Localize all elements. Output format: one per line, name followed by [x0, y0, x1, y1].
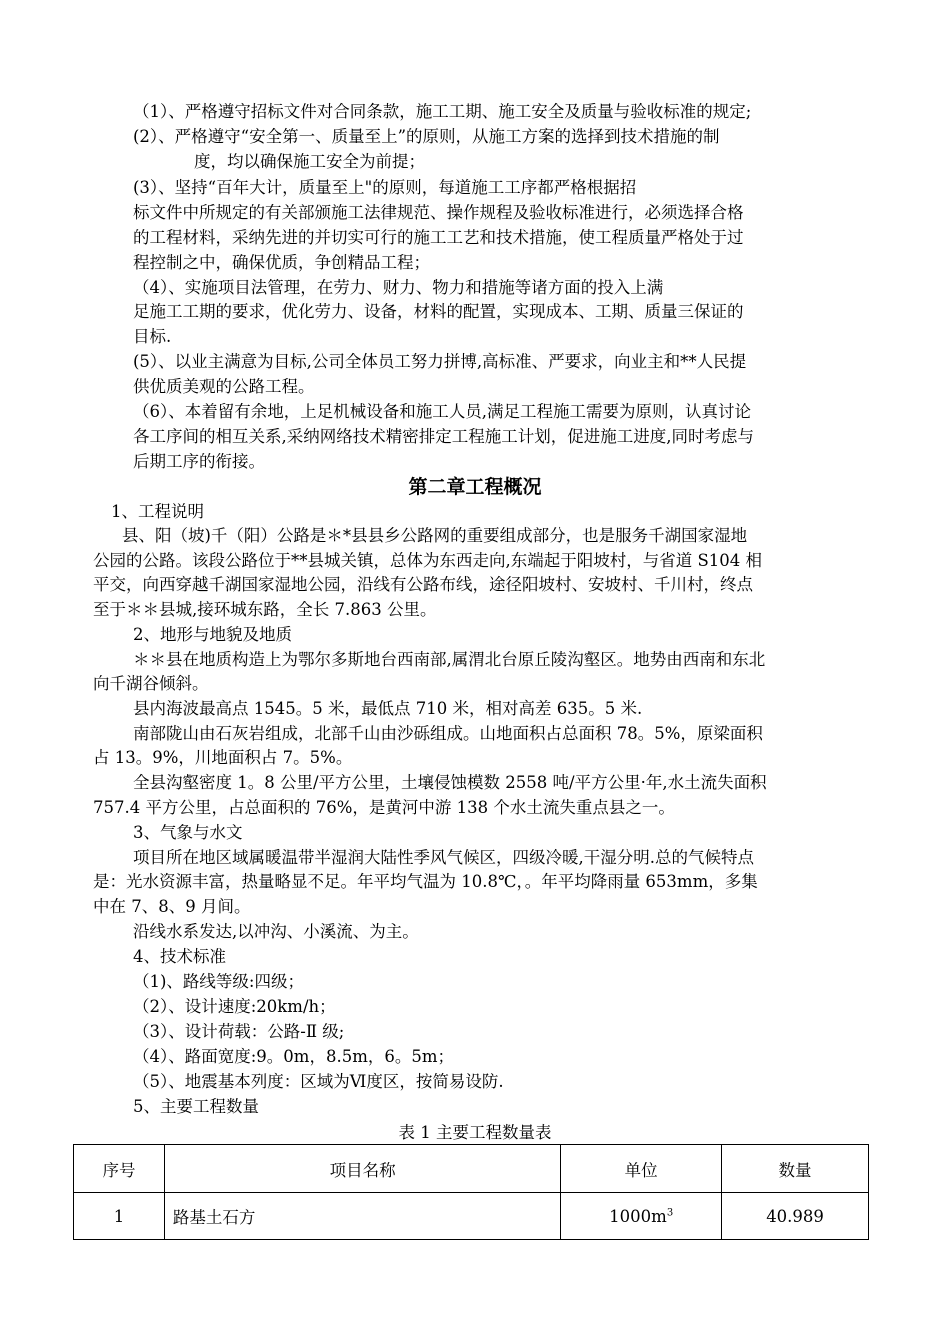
spec-line: （1)、路线等级:四级； — [133, 972, 304, 991]
principle-line: (3）、坚持“百年大计，质量至上"的原则，每道施工工序都严格根据招 — [133, 178, 637, 197]
cell-name: 路基土石方 — [164, 1193, 560, 1240]
header-cell-qty: 数量 — [722, 1145, 869, 1193]
body-line: ＊＊县在地质构造上为鄂尔多斯地台西南部,属渭北台原丘陵沟壑区。地势由西南和东北 — [133, 650, 766, 669]
body-line: 至于＊＊县城,接环城东路，全长 7.863 公里。 — [93, 600, 437, 619]
section-heading: 1、工程说明 — [111, 502, 204, 521]
body-line: 南部陇山由石灰岩组成，北部千山由沙砾组成。山地面积占总面积 78。5%，原梁面积 — [133, 724, 763, 743]
principle-line: 标文件中所规定的有关部颁施工法律规范、操作规程及验收标准进行，必须选择合格 — [133, 203, 744, 222]
section-heading: 3、气象与水文 — [133, 823, 243, 842]
section-heading: 2、地形与地貌及地质 — [133, 625, 292, 644]
body-line: 沿线水系发达,以冲沟、小溪流、为主。 — [133, 922, 419, 941]
principle-line: 供优质美观的公路工程。 — [133, 377, 315, 396]
principle-line: 程控制之中，确保优质，争创精品工程； — [133, 253, 430, 272]
spec-line: （4）、路面宽度:9。0m，8.5m，6。5m； — [133, 1047, 454, 1066]
body-line: 是：光水资源丰富，热量略显不足。年平均气温为 10.8℃，。年平均降雨量 653mm，多集 — [93, 872, 758, 891]
principle-line: 后期工序的衔接。 — [133, 452, 265, 471]
body-line: 全县沟壑密度 1。8 公里/平方公里，土壤侵蚀模数 2558 吨/平方公里·年,水土流失面积 — [133, 773, 767, 792]
unit-text: 1000m — [609, 1206, 667, 1226]
body-line: 向千湖谷倾斜。 — [93, 674, 209, 693]
body-line: 平交，向西穿越千湖国家湿地公园，沿线有公路布线，途径阳坡村、安坡村、千川村，终点 — [93, 575, 753, 594]
principle-line: (5）、以业主满意为目标,公司全体员工努力拼博,高标准、严要求，向业主和**人民提 — [133, 352, 747, 371]
header-cell-no: 序号 — [74, 1145, 165, 1193]
body-line: 项目所在地区域属暖温带半湿润大陆性季风气候区，四级冷暖,干湿分明.总的气候特点 — [133, 848, 754, 867]
body-line: 中在 7、8、9 月间。 — [93, 897, 251, 916]
cell-unit — [561, 1193, 722, 1240]
section-heading: 5、主要工程数量 — [133, 1097, 259, 1116]
spec-line: （3）、设计荷载：公路-Ⅱ 级; — [133, 1022, 345, 1041]
principle-line: 的工程材料，采纳先进的并切实可行的施工工艺和技术措施，使工程质量严格处于过 — [133, 228, 744, 247]
table-row — [74, 1193, 869, 1240]
table-caption: 表 1 主要工程数量表 — [398, 1123, 552, 1142]
spec-line: （5）、地震基本列度：区域为Ⅵ度区，按简易设防. — [133, 1072, 504, 1091]
principle-line: （1）、严格遵守招标文件对合同条款，施工工期、施工安全及质量与验收标准的规定; — [133, 102, 752, 121]
header-cell-unit: 单位 — [561, 1145, 722, 1193]
body-line: 县内海波最高点 1545。5 米，最低点 710 米，相对高差 635。5 米. — [133, 699, 643, 718]
section-heading: 4、技术标准 — [133, 947, 226, 966]
body-line: 县、阳（坡)千（阳）公路是＊*县县乡公路网的重要组成部分，也是服务千湖国家湿地 — [122, 526, 748, 545]
principle-line: 足施工工期的要求，优化劳力、设备，材料的配置，实现成本、工期、质量三保证的 — [133, 302, 744, 321]
body-line: 公园的公路。该段公路位于**县城关镇，总体为东西走向,东端起于阳坡村，与省道 S104 相 — [93, 551, 763, 570]
principle-line: （6）、本着留有余地，上足机械设备和施工人员,满足工程施工需要为原则，认真讨论 — [133, 402, 751, 421]
principle-line: (2）、严格遵守“安全第一、质量至上”的原则，从施工方案的选择到技术措施的制 — [133, 127, 720, 146]
body-line: 757.4 平方公里，占总面积的 76%，是黄河中游 138 个水土流失重点县之一。 — [93, 798, 675, 817]
header-cell-name: 项目名称 — [164, 1145, 560, 1193]
principle-line: 目标. — [133, 327, 172, 346]
principle-line: 各工序间的相互关系,采纳网络技术精密排定工程施工计划，促进施工进度,同时考虑与 — [133, 427, 754, 446]
cell-no: 1 — [74, 1193, 165, 1240]
principle-line: 度，均以确保施工安全为前提； — [194, 152, 425, 171]
chapter-title: 第二章工程概况 — [408, 476, 542, 498]
quantity-table — [73, 1144, 869, 1240]
spec-line: （2）、设计速度:20km/h； — [133, 997, 336, 1016]
unit-superscript: 3 — [666, 1207, 674, 1218]
cell-qty: 40.989 — [722, 1193, 869, 1240]
body-line: 占 13。9%，川地面积占 7。5%。 — [93, 748, 353, 767]
principle-line: （4）、实施项目法管理，在劳力、财力、物力和措施等诸方面的投入上满 — [133, 278, 664, 297]
table-header-row — [74, 1145, 869, 1193]
